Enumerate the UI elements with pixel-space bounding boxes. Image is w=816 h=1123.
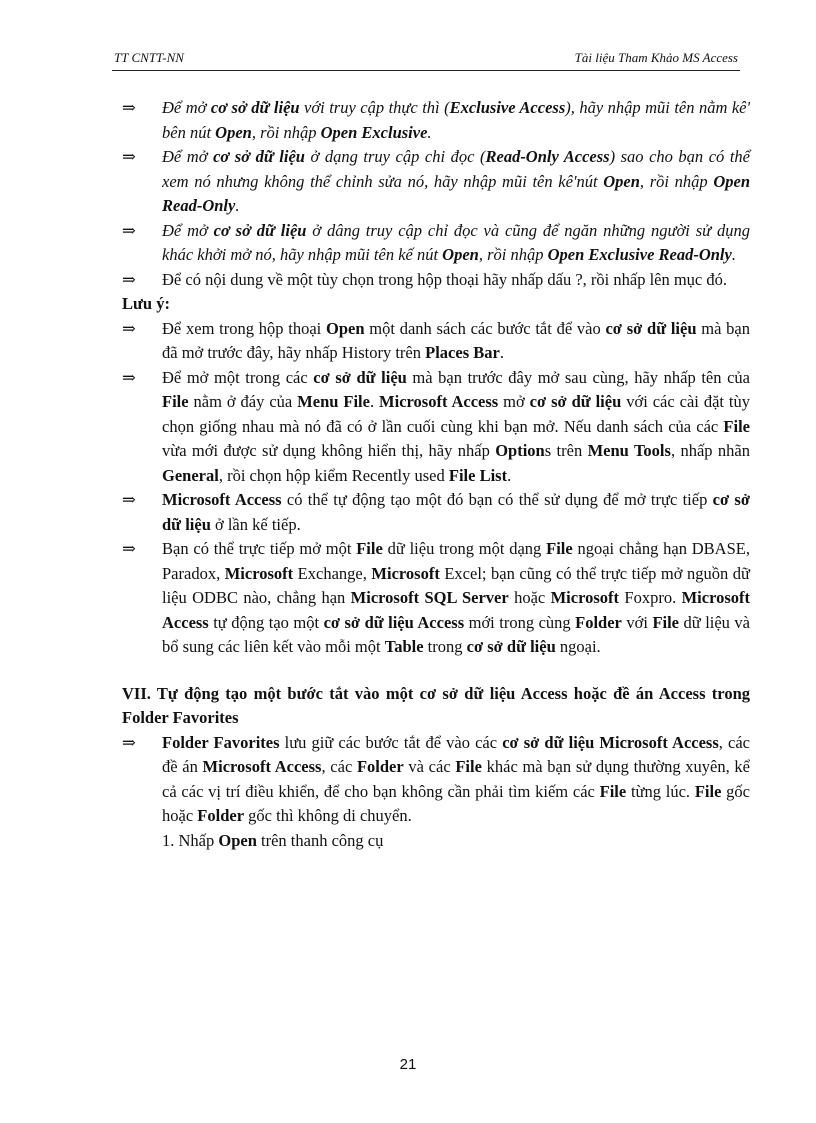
arrow-icon: ⇒ <box>122 318 136 338</box>
arrow-icon: ⇒ <box>122 490 136 509</box>
list-item: ⇒ Để mở cơ sở dữ liệu ở dạng truy cập chi đọc (Read-Only Access) sao cho bạn có thể xem nó nhưng không thể chỉnh sửa nó, hãy nhập mũi tên kê'nút Open, rồi nhập Open Read-Only. <box>122 147 751 215</box>
list-item: ⇒ Folder Favorites lưu giữ các bước tắt để vào các cơ sở dữ liệu Microsoft Access, các đề án Microsoft Access, các Folder và các File khác mà bạn sử dụng thường xuyên, kể cả các vị trí điều khiển, để cho bạn không cần phải tìm kiếm các File từng lúc. File gốc hoặc Folder gốc thì không di chuyển. <box>122 732 751 825</box>
page-header <box>112 48 740 71</box>
note-title: Lưu ý: <box>122 294 170 313</box>
arrow-icon: ⇒ <box>122 147 136 166</box>
list-item: ⇒ Để mở cơ sở dữ liệu với truy cập thực thì (Exclusive Access), hãy nhập mũi tên nằm kê' bên nút Open, rồi nhập Open Exclusive. <box>122 98 750 142</box>
list-item: ⇒ Để có nội dung về một tùy chọn trong hộp thoại hãy nhấp dấu ?, rồi nhấp lên mục đó. <box>122 268 750 293</box>
arrow-icon: ⇒ <box>122 732 136 752</box>
arrow-icon: ⇒ <box>122 98 136 117</box>
arrow-icon: ⇒ <box>122 367 136 387</box>
arrow-icon: ⇒ <box>122 269 136 289</box>
list-item: ⇒ Để xem trong hộp thoại Open một danh sách các bước tắt để vào cơ sở dữ liệu mà bạn đã mở trước đây, hãy nhấp History trên Places Bar. <box>122 318 751 362</box>
list-item: ⇒ Microsoft Access có thể tự động tạo một đó bạn có thể sử dụng để mở trực tiếp cơ sở dữ liệu ở lần kế tiếp. <box>122 490 750 534</box>
arrow-icon: ⇒ <box>122 220 136 240</box>
page-number: 21 <box>399 1056 417 1073</box>
header-right: Tài liệu Tham Khảo MS Access <box>574 50 738 65</box>
list-item: ⇒ Để mở một trong các cơ sở dữ liệu mà bạn trước đây mở sau cùng, hãy nhấp tên của File nằm ở đáy của Menu File. Microsoft Access mở cơ sở dữ liệu với các cài đặt tùy chọn giống nhau mà nó đã có ở lần cuối cùng khi bạn mở. Nếu danh sách của các File vừa mới được sử dụng không hiển thị, hãy nhấp Options trên Menu Tools, nhấp nhãn General, rồi chọn hộp kiểm Recently used File List. <box>122 367 751 485</box>
list-item: ⇒ Để mở cơ sở dữ liệu ở dâng truy cập chỉ đọc và cũng để ngăn những người sử dụng khác khởi mở nó, hãy nhập mũi tên kế nút Open, rồi nhập Open Exclusive Read-Only. <box>122 220 750 264</box>
section-heading: VII. Tự động tạo một bước tắt vào một cơ sở dữ liệu Access hoặc đề án Access trong Folder Favorites <box>122 683 750 727</box>
step-line: 1. Nhấp Open trên thanh công cụ <box>162 830 384 850</box>
header-left: TT CNTT-NN <box>114 50 184 65</box>
page-content <box>122 96 750 853</box>
arrow-icon: ⇒ <box>122 539 136 558</box>
list-item: ⇒ Bạn có thể trực tiếp mở một File dữ liệu trong một dạng File ngoại chẳng hạn DBASE, Paradox, Microsoft Exchange, Microsoft Excel; bạn cũng có thể trực tiếp mở nguồn dữ liệu ODBC nào, chẳng hạn Microsoft SQL Server hoặc Microsoft Foxpro. Microsoft Access tự động tạo một cơ sở dữ liệu Access mới trong cùng Folder với File dữ liệu và bổ sung các liên kết vào mỗi một Table trong cơ sở dữ liệu ngoại. <box>122 539 751 656</box>
